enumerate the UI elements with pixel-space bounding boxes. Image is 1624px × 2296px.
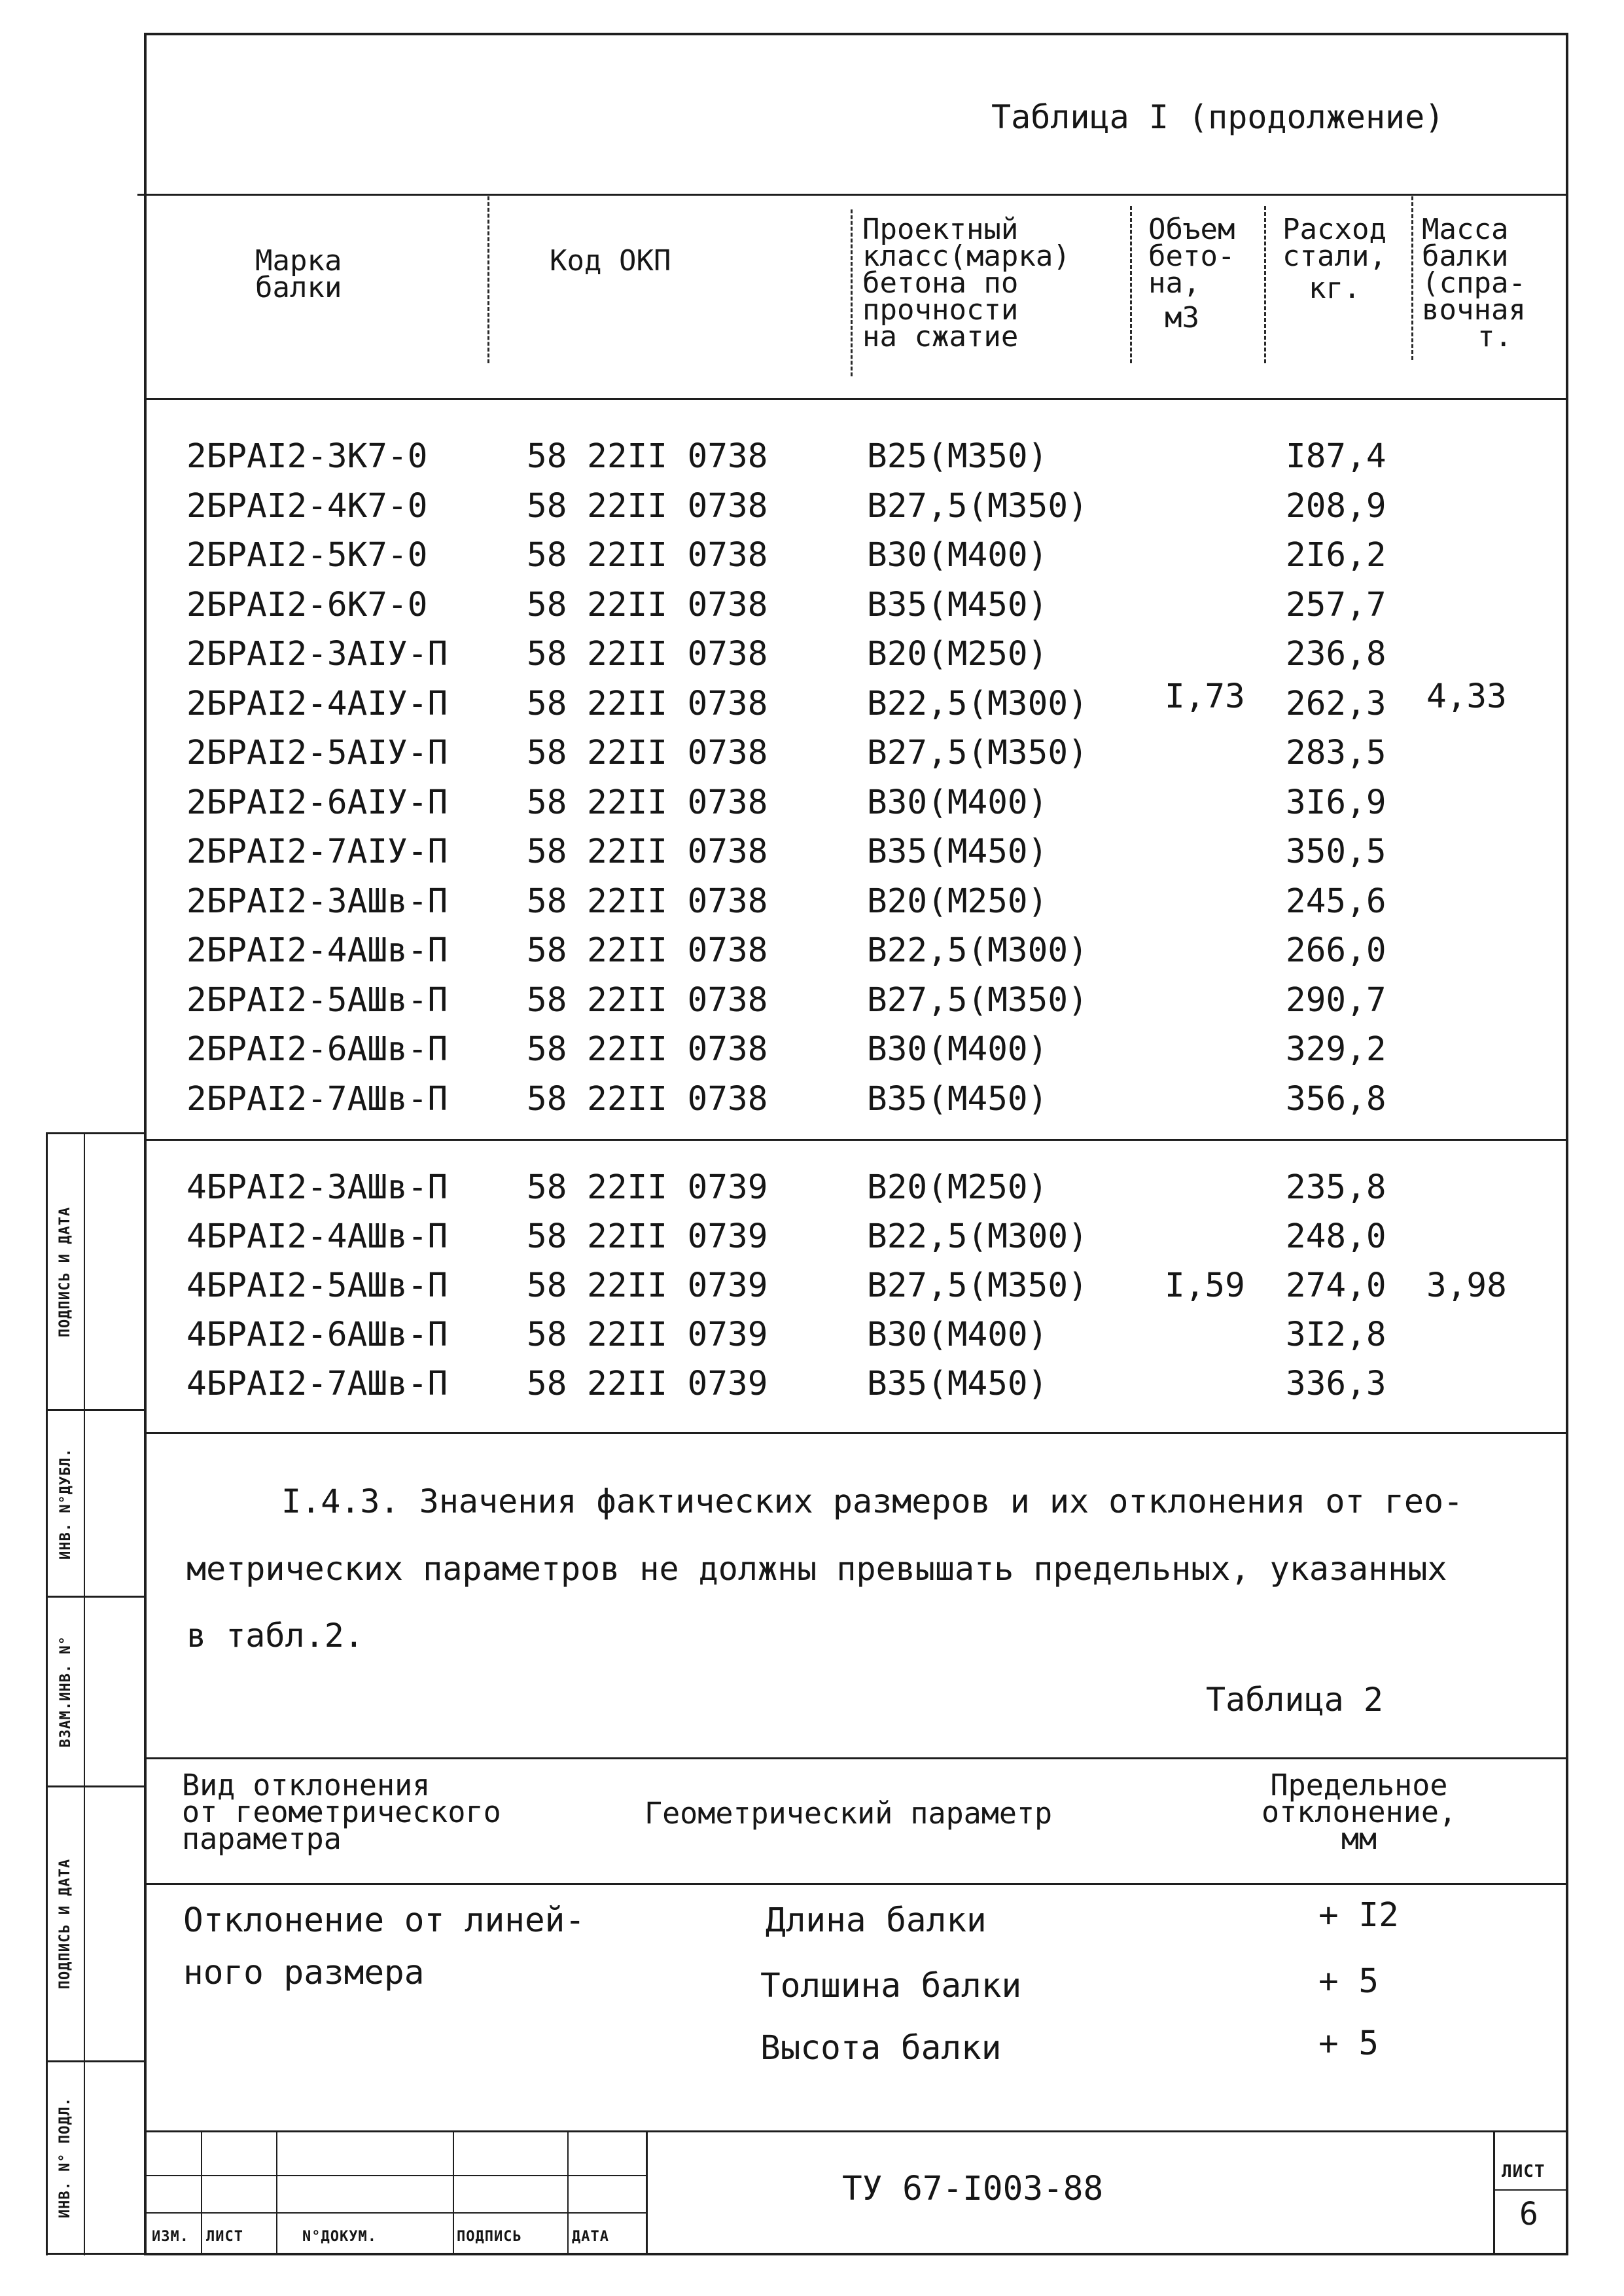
title-block — [145, 2130, 1568, 2255]
side-strip-bottom — [46, 2253, 145, 2255]
row-class: B35(M450) — [867, 1079, 1048, 1119]
row-mark: 4БРАI2-4АШв-П — [186, 1217, 448, 1256]
tb-doc-code: ТУ 67-I003-88 — [842, 2170, 1104, 2208]
row-steel: 3I2,8 — [1286, 1316, 1386, 1354]
group2-volume: I,59 — [1165, 1266, 1245, 1305]
row-class: B20(M250) — [867, 635, 1048, 673]
row-mark: 4БРАI2-6АШв-П — [186, 1316, 448, 1354]
table1-col-sep-1 — [487, 196, 489, 363]
row-class: B20(M250) — [867, 882, 1048, 921]
row-mark: 2БРАI2-3АШв-П — [186, 882, 448, 921]
row-code: 58 22II 0738 — [527, 734, 768, 772]
row-mark: 4БРАI2-5АШв-П — [186, 1266, 448, 1305]
row-code: 58 22II 0738 — [527, 783, 768, 822]
row-steel: 262,3 — [1286, 684, 1386, 723]
th-mark: Марка балки — [255, 244, 342, 304]
row-code: 58 22II 0739 — [527, 1266, 768, 1305]
side-label-inv-podl: ИНВ. N° ПОДЛ. — [57, 2096, 74, 2219]
row-mark: 2БРАI2-7АШв-П — [186, 1079, 448, 1119]
row-mark: 2БРАI2-6АIУ-П — [186, 783, 448, 822]
tb-sheet-label: ЛИСТ — [1502, 2162, 1545, 2181]
tb-col-doc: N°ДОКУМ. — [302, 2229, 377, 2245]
t2-limit-2: + 5 — [1318, 1962, 1379, 2001]
t2-param-1: Длина балки — [766, 1901, 987, 1940]
tb-col-sign: ПОДПИСЬ — [457, 2229, 522, 2245]
row-code: 58 22II 0738 — [527, 486, 768, 526]
side-label-sign-date-2: ПОДПИСЬ И ДАТА — [57, 1858, 74, 1990]
th-volume: Объем бето- на, м3 — [1148, 213, 1235, 334]
t2-kind-line-2: ного размера — [183, 1954, 425, 1992]
table1-col-sep-3 — [1130, 206, 1132, 363]
t2-kind-line-1: Отклонение от линей- — [183, 1901, 586, 1940]
row-steel: I87,4 — [1286, 437, 1386, 476]
frame-top — [144, 33, 1568, 35]
table2-header-rule — [145, 1883, 1568, 1885]
paragraph-line-2: метрических параметров не должны превышать предельных, указанных — [186, 1550, 1447, 1588]
row-class: B27,5(M350) — [867, 734, 1088, 772]
row-steel: 248,0 — [1286, 1217, 1386, 1256]
row-steel: 356,8 — [1286, 1079, 1386, 1119]
row-class: B35(M450) — [867, 585, 1048, 624]
row-code: 58 22II 0739 — [527, 1316, 768, 1354]
group2-mass: 3,98 — [1426, 1266, 1507, 1305]
row-mark: 2БРАI2-4К7-0 — [186, 486, 428, 526]
table1-bottom-rule — [145, 1432, 1568, 1434]
group1-volume: I,73 — [1165, 677, 1245, 716]
row-code: 58 22II 0738 — [527, 882, 768, 921]
tb-col-izm: ИЗМ. — [152, 2229, 189, 2245]
row-steel: 257,7 — [1286, 585, 1386, 624]
table1-group-rule — [145, 1139, 1568, 1141]
row-code: 58 22II 0738 — [527, 980, 768, 1020]
row-class: B30(M400) — [867, 1030, 1048, 1069]
t2-th-kind: Вид отклонения от геометрического параметра — [182, 1768, 501, 1856]
row-steel: 236,8 — [1286, 635, 1386, 673]
row-steel: 266,0 — [1286, 931, 1386, 970]
row-mark: 2БРАI2-6К7-0 — [186, 585, 428, 624]
row-class: B30(M400) — [867, 783, 1048, 822]
row-mark: 2БРАI2-4АШв-П — [186, 931, 448, 970]
t2-param-2: Толшина балки — [760, 1967, 1022, 2005]
side-label-inv-dubl: ИНВ. N°ДУБЛ. — [57, 1447, 74, 1560]
row-mark: 2БРАI2-5К7-0 — [186, 536, 428, 575]
table1-col-sep-5 — [1411, 196, 1413, 360]
row-steel: 274,0 — [1286, 1266, 1386, 1305]
row-class: B27,5(M350) — [867, 486, 1088, 526]
table1-caption: Таблица I (продолжение) — [991, 98, 1445, 136]
row-mark: 2БРАI2-6АШв-П — [186, 1030, 448, 1069]
th-class: Проектный класс(марка) бетона по прочности на сжатие — [862, 213, 1070, 353]
row-code: 58 22II 0738 — [527, 1079, 768, 1119]
row-mark: 2БРАI2-7АIУ-П — [186, 833, 448, 871]
row-code: 58 22II 0738 — [527, 635, 768, 673]
row-code: 58 22II 0739 — [527, 1365, 768, 1403]
row-class: B35(M450) — [867, 833, 1048, 871]
row-code: 58 22II 0738 — [527, 684, 768, 723]
row-code: 58 22II 0738 — [527, 585, 768, 624]
row-code: 58 22II 0738 — [527, 437, 768, 476]
table1-top-rule — [137, 194, 1568, 196]
row-steel: 350,5 — [1286, 833, 1386, 871]
row-code: 58 22II 0739 — [527, 1217, 768, 1256]
row-class: B22,5(M300) — [867, 1217, 1088, 1256]
row-code: 58 22II 0738 — [527, 536, 768, 575]
row-class: B25(M350) — [867, 437, 1048, 476]
group1-mass: 4,33 — [1426, 677, 1507, 716]
frame-right — [1566, 33, 1568, 2255]
row-code: 58 22II 0738 — [527, 1030, 768, 1069]
t2-limit-1: + I2 — [1318, 1896, 1399, 1935]
tb-sheet-number: 6 — [1519, 2196, 1538, 2233]
row-class: B30(M400) — [867, 1316, 1048, 1354]
row-class: B22,5(M300) — [867, 931, 1088, 970]
row-class: B27,5(M350) — [867, 1266, 1088, 1305]
th-code: Код ОКП — [550, 244, 671, 278]
row-steel: 290,7 — [1286, 980, 1386, 1020]
t2-limit-3: + 5 — [1318, 2024, 1379, 2063]
row-code: 58 22II 0739 — [527, 1168, 768, 1207]
table2-caption: Таблица 2 — [1206, 1681, 1383, 1719]
row-steel: 3I6,9 — [1286, 783, 1386, 822]
th-steel: Расход стали, кг. — [1282, 213, 1386, 305]
frame-left — [144, 33, 147, 2255]
row-code: 58 22II 0738 — [527, 931, 768, 970]
tb-col-list: ЛИСТ — [206, 2229, 243, 2245]
row-steel: 336,3 — [1286, 1365, 1386, 1403]
side-label-sign-date-1: ПОДПИСЬ И ДАТА — [57, 1206, 74, 1337]
row-mark: 4БРАI2-3АШв-П — [186, 1168, 448, 1207]
row-mark: 2БРАI2-4АIУ-П — [186, 684, 448, 723]
table2-top-rule — [145, 1757, 1568, 1759]
paragraph-line-3: в табл.2. — [186, 1617, 364, 1655]
row-steel: 283,5 — [1286, 734, 1386, 772]
tb-col-date: ДАТА — [572, 2229, 609, 2245]
row-class: B22,5(M300) — [867, 684, 1088, 723]
row-mark: 2БРАI2-5АIУ-П — [186, 734, 448, 772]
row-steel: 329,2 — [1286, 1030, 1386, 1069]
paragraph-line-1: I.4.3. Значения фактических размеров и их отклонения от гео- — [281, 1482, 1464, 1520]
row-mark: 4БРАI2-7АШв-П — [186, 1365, 448, 1403]
row-steel: 235,8 — [1286, 1168, 1386, 1207]
row-class: B20(M250) — [867, 1168, 1048, 1207]
row-class: B30(M400) — [867, 536, 1048, 575]
row-steel: 208,9 — [1286, 486, 1386, 526]
row-code: 58 22II 0738 — [527, 833, 768, 871]
table1-col-sep-2 — [851, 209, 853, 376]
row-class: B27,5(M350) — [867, 980, 1088, 1020]
t2-param-3: Высота балки — [760, 2029, 1002, 2068]
t2-th-param: Геометрический параметр — [644, 1796, 1053, 1831]
side-label-vzam-inv: ВЗАМ.ИНВ. N° — [57, 1636, 74, 1748]
row-class: B35(M450) — [867, 1365, 1048, 1403]
row-mark: 2БРАI2-3АIУ-П — [186, 635, 448, 673]
row-mark: 2БРАI2-3К7-0 — [186, 437, 428, 476]
th-mass: Масса балки (спра- вочная т. — [1422, 213, 1526, 353]
row-steel: 245,6 — [1286, 882, 1386, 921]
row-mark: 2БРАI2-5АШв-П — [186, 980, 448, 1020]
t2-th-limit: Предельное отклонение, мм — [1262, 1768, 1457, 1856]
table1-header-rule — [145, 398, 1568, 400]
table1-col-sep-4 — [1264, 206, 1266, 363]
row-steel: 2I6,2 — [1286, 536, 1386, 575]
